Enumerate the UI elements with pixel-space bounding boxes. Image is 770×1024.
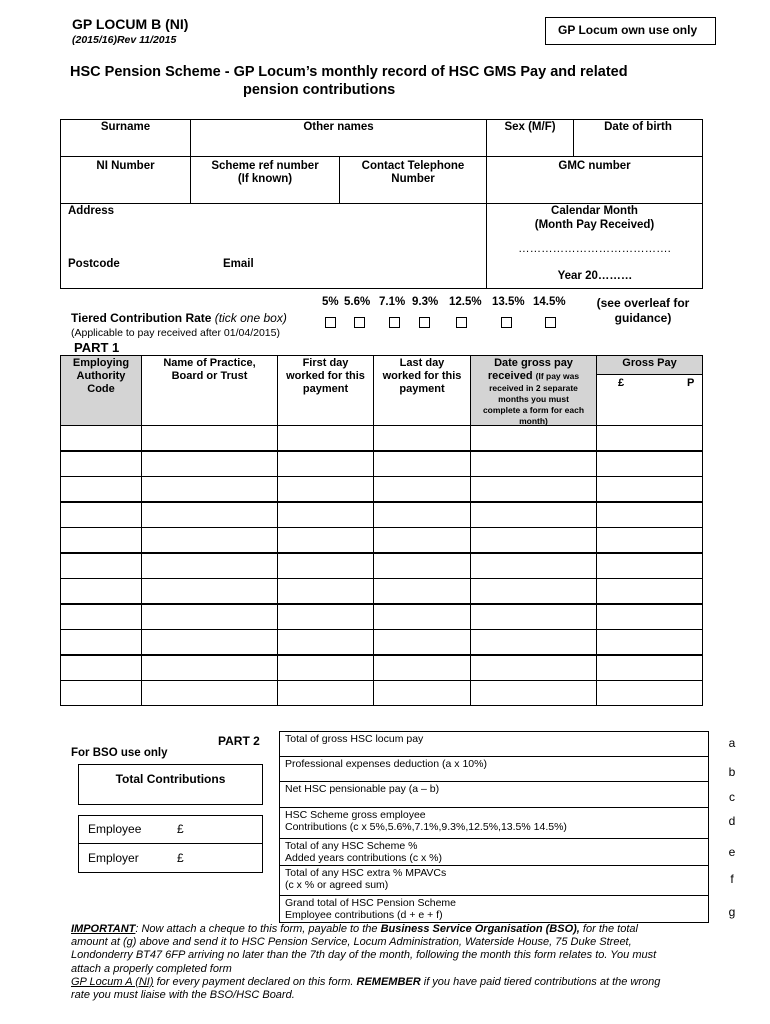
part1-row-2-cell-4[interactable]: [373, 451, 471, 477]
rate-label-9-3: 9.3%: [412, 296, 439, 308]
rate-checkbox-12-5[interactable]: [456, 317, 467, 328]
form-title-line2: pension contributions: [243, 82, 396, 98]
part1-row-7-cell-5[interactable]: [470, 578, 597, 604]
part1-row-5-cell-2[interactable]: [141, 527, 278, 553]
part1-row-11-cell-2[interactable]: [141, 680, 278, 706]
part1-row-11-cell-5[interactable]: [470, 680, 597, 706]
part1-row-7-cell-3[interactable]: [277, 578, 374, 604]
gmc-label: GMC number: [558, 160, 631, 172]
contact-label-1: Contact Telephone: [361, 160, 465, 172]
part2-title: PART 2: [218, 734, 260, 748]
contact-label-2: Number: [391, 173, 435, 185]
part1-row-3-cell-1[interactable]: [60, 476, 142, 502]
form-title-line1: HSC Pension Scheme - GP Locum’s monthly record of HSC GMS Pay and related: [70, 64, 628, 80]
part1-row-7-cell-4[interactable]: [373, 578, 471, 604]
part1-row-8-cell-4[interactable]: [373, 604, 471, 630]
part1-row-4-cell-3[interactable]: [277, 502, 374, 528]
scheme-ref-label-1: Scheme ref number: [211, 160, 319, 172]
part1-row-2-cell-5[interactable]: [470, 451, 597, 477]
part1-row-3-cell-5[interactable]: [470, 476, 597, 502]
part1-row-7-cell-1[interactable]: [60, 578, 142, 604]
part1-row-8-cell-1[interactable]: [60, 604, 142, 630]
row-letter-c: c: [729, 790, 735, 804]
part1-row-11-cell-4[interactable]: [373, 680, 471, 706]
surname-label: Surname: [100, 121, 151, 133]
rate-checkbox-14-5[interactable]: [545, 317, 556, 328]
part1-row-4-cell-4[interactable]: [373, 502, 471, 528]
part1-row-6-cell-5[interactable]: [470, 553, 597, 579]
bso-use-label: For BSO use only: [71, 747, 168, 759]
sex-label: Sex (M/F): [504, 121, 556, 133]
part1-row-9-cell-5[interactable]: [470, 629, 597, 655]
rate-label-7-1: 7.1%: [379, 296, 406, 308]
part1-row-2-cell-1[interactable]: [60, 451, 142, 477]
form-code: GP LOCUM B (NI): [72, 16, 189, 32]
part1-row-7-cell-2[interactable]: [141, 578, 278, 604]
part1-row-10-cell-5[interactable]: [470, 655, 597, 681]
part1-row-9-cell-3[interactable]: [277, 629, 374, 655]
part1-row-8-cell-6[interactable]: [596, 604, 703, 630]
row-letter-e: e: [728, 845, 736, 859]
part1-row-10-cell-1[interactable]: [60, 655, 142, 681]
tiered-applicable: (Applicable to pay received after 01/04/2015): [71, 327, 280, 339]
address-cell[interactable]: [60, 203, 487, 289]
row-letter-b: b: [728, 765, 736, 779]
col-pound-label: £: [618, 377, 625, 389]
part1-row-5-cell-4[interactable]: [373, 527, 471, 553]
part1-row-4-cell-2[interactable]: [141, 502, 278, 528]
part1-row-9-cell-2[interactable]: [141, 629, 278, 655]
part1-row-2-cell-6[interactable]: [596, 451, 703, 477]
part1-row-10-cell-3[interactable]: [277, 655, 374, 681]
part1-row-9-cell-4[interactable]: [373, 629, 471, 655]
col-employing-label: Employing Authority Code: [72, 357, 130, 395]
part1-row-1-cell-6[interactable]: [596, 425, 703, 451]
rate-label-13-5: 13.5%: [492, 296, 525, 308]
row-letter-a: a: [728, 736, 736, 750]
rate-checkbox-9-3[interactable]: [419, 317, 430, 328]
postcode-label: Postcode: [68, 258, 120, 270]
calendar-month-label-2: (Month Pay Received): [534, 219, 655, 231]
col-first-label: First day worked for this payment: [286, 357, 365, 395]
part1-row-4-cell-6[interactable]: [596, 502, 703, 528]
part1-row-1-cell-2[interactable]: [141, 425, 278, 451]
part1-row-4-cell-5[interactable]: [470, 502, 597, 528]
ni-number-label: NI Number: [96, 160, 155, 172]
row-letter-d: d: [728, 814, 736, 828]
part1-row-1-cell-1[interactable]: [60, 425, 142, 451]
part1-row-11-cell-1[interactable]: [60, 680, 142, 706]
part1-row-4-cell-1[interactable]: [60, 502, 142, 528]
col-date-label: Date gross pay received (If pay was received in 2 separate months you must complete a form for each month): [482, 357, 585, 426]
part1-row-6-cell-3[interactable]: [277, 553, 374, 579]
part1-row-7-cell-6[interactable]: [596, 578, 703, 604]
part2-row-c[interactable]: Net HSC pensionable pay (a – b): [279, 781, 709, 808]
part1-row-3-cell-3[interactable]: [277, 476, 374, 502]
part2-row-b[interactable]: Professional expenses deduction (a x 10%): [279, 756, 709, 782]
rate-checkbox-13-5[interactable]: [501, 317, 512, 328]
employer-label: Employer: [88, 851, 139, 865]
part1-row-11-cell-6[interactable]: [596, 680, 703, 706]
part1-row-10-cell-4[interactable]: [373, 655, 471, 681]
rate-checkbox-7-1[interactable]: [389, 317, 400, 328]
part1-row-10-cell-2[interactable]: [141, 655, 278, 681]
address-label: Address: [68, 205, 115, 217]
part1-row-3-cell-4[interactable]: [373, 476, 471, 502]
part1-row-8-cell-5[interactable]: [470, 604, 597, 630]
part1-row-1-cell-3[interactable]: [277, 425, 374, 451]
part1-row-9-cell-1[interactable]: [60, 629, 142, 655]
part2-row-f[interactable]: Total of any HSC extra % MPAVCs (c x % or agreed sum): [279, 865, 709, 896]
col-practice-label: Name of Practice, Board or Trust: [163, 357, 256, 382]
part2-row-g[interactable]: Grand total of HSC Pension Scheme Employee contributions (d + e + f): [279, 895, 709, 923]
rate-checkbox-5[interactable]: [325, 317, 336, 328]
part1-row-2-cell-2[interactable]: [141, 451, 278, 477]
rate-label-5: 5%: [322, 296, 339, 308]
col-p-label: P: [687, 377, 695, 389]
part1-row-3-cell-6[interactable]: [596, 476, 703, 502]
email-label: Email: [223, 258, 254, 270]
scheme-ref-label-2: (If known): [237, 173, 293, 185]
part1-row-5-cell-1[interactable]: [60, 527, 142, 553]
other-names-label: Other names: [303, 121, 374, 133]
employee-label: Employee: [88, 822, 142, 836]
part1-row-1-cell-4[interactable]: [373, 425, 471, 451]
important-note: IMPORTANT: Now attach a cheque to this form, payable to the Business Service Organisation (BSO), for the total amount at (g) above and send it to HSC Pension Service, Locum Administration, Waterside House, 75 Duke Street, Londonderry BT47 6FP arriving no later than the 7th day of the month, following the month this form relates to. You must attach a properly completed form GP Locum A (NI) for every payment declared on this form. REMEMBER if you have paid tiered contributions at the wrong rate you must liaise with the BSO/HSC Board.: [71, 923, 661, 1002]
rate-label-14-5: 14.5%: [533, 296, 566, 308]
part1-row-3-cell-2[interactable]: [141, 476, 278, 502]
part1-row-6-cell-2[interactable]: [141, 553, 278, 579]
part1-row-10-cell-6[interactable]: [596, 655, 703, 681]
part2-row-e[interactable]: Total of any HSC Scheme % Added years contributions (c x %): [279, 838, 709, 866]
guidance-note: [588, 296, 698, 326]
col-last-label: Last day worked for this payment: [382, 357, 462, 395]
part1-row-11-cell-3[interactable]: [277, 680, 374, 706]
calendar-month-label-1: Calendar Month: [551, 205, 638, 217]
row-letter-g: g: [728, 905, 736, 919]
col-gross-label: Gross Pay: [622, 357, 677, 369]
rate-checkbox-5-6[interactable]: [354, 317, 365, 328]
part2-row-a[interactable]: Total of gross HSC locum pay: [279, 731, 709, 757]
employee-pound: £: [177, 822, 184, 836]
part1-row-5-cell-5[interactable]: [470, 527, 597, 553]
dob-label: Date of birth: [604, 121, 672, 133]
tiered-label: Tiered Contribution Rate (tick one box): [71, 311, 287, 325]
guidance-line-1: (see overleaf for: [596, 296, 690, 310]
calendar-month-dots: ………………………………….: [518, 243, 671, 255]
rate-label-5-6: 5.6%: [344, 296, 371, 308]
part1-row-8-cell-2[interactable]: [141, 604, 278, 630]
part1-row-6-cell-4[interactable]: [373, 553, 471, 579]
own-use-box: GP Locum own use only: [545, 17, 716, 45]
part1-row-1-cell-5[interactable]: [470, 425, 597, 451]
part1-row-6-cell-6[interactable]: [596, 553, 703, 579]
guidance-line-2: guidance): [614, 311, 672, 325]
part2-row-d[interactable]: HSC Scheme gross employee Contributions (c x 5%,5.6%,7.1%,9.3%,12.5%,13.5% 14.5%): [279, 807, 709, 839]
part1-row-2-cell-3[interactable]: [277, 451, 374, 477]
rate-label-12-5: 12.5%: [449, 296, 482, 308]
form-revision: (2015/16)Rev 11/2015: [72, 34, 177, 46]
total-contributions-label: Total Contributions: [115, 772, 226, 786]
part1-row-8-cell-3[interactable]: [277, 604, 374, 630]
part1-title: PART 1: [74, 340, 120, 355]
part1-row-6-cell-1[interactable]: [60, 553, 142, 579]
part1-row-5-cell-6[interactable]: [596, 527, 703, 553]
employer-pound: £: [177, 851, 184, 865]
row-letter-f: f: [730, 872, 734, 886]
year-label: Year 20………: [557, 270, 633, 282]
part1-row-5-cell-3[interactable]: [277, 527, 374, 553]
part1-row-9-cell-6[interactable]: [596, 629, 703, 655]
